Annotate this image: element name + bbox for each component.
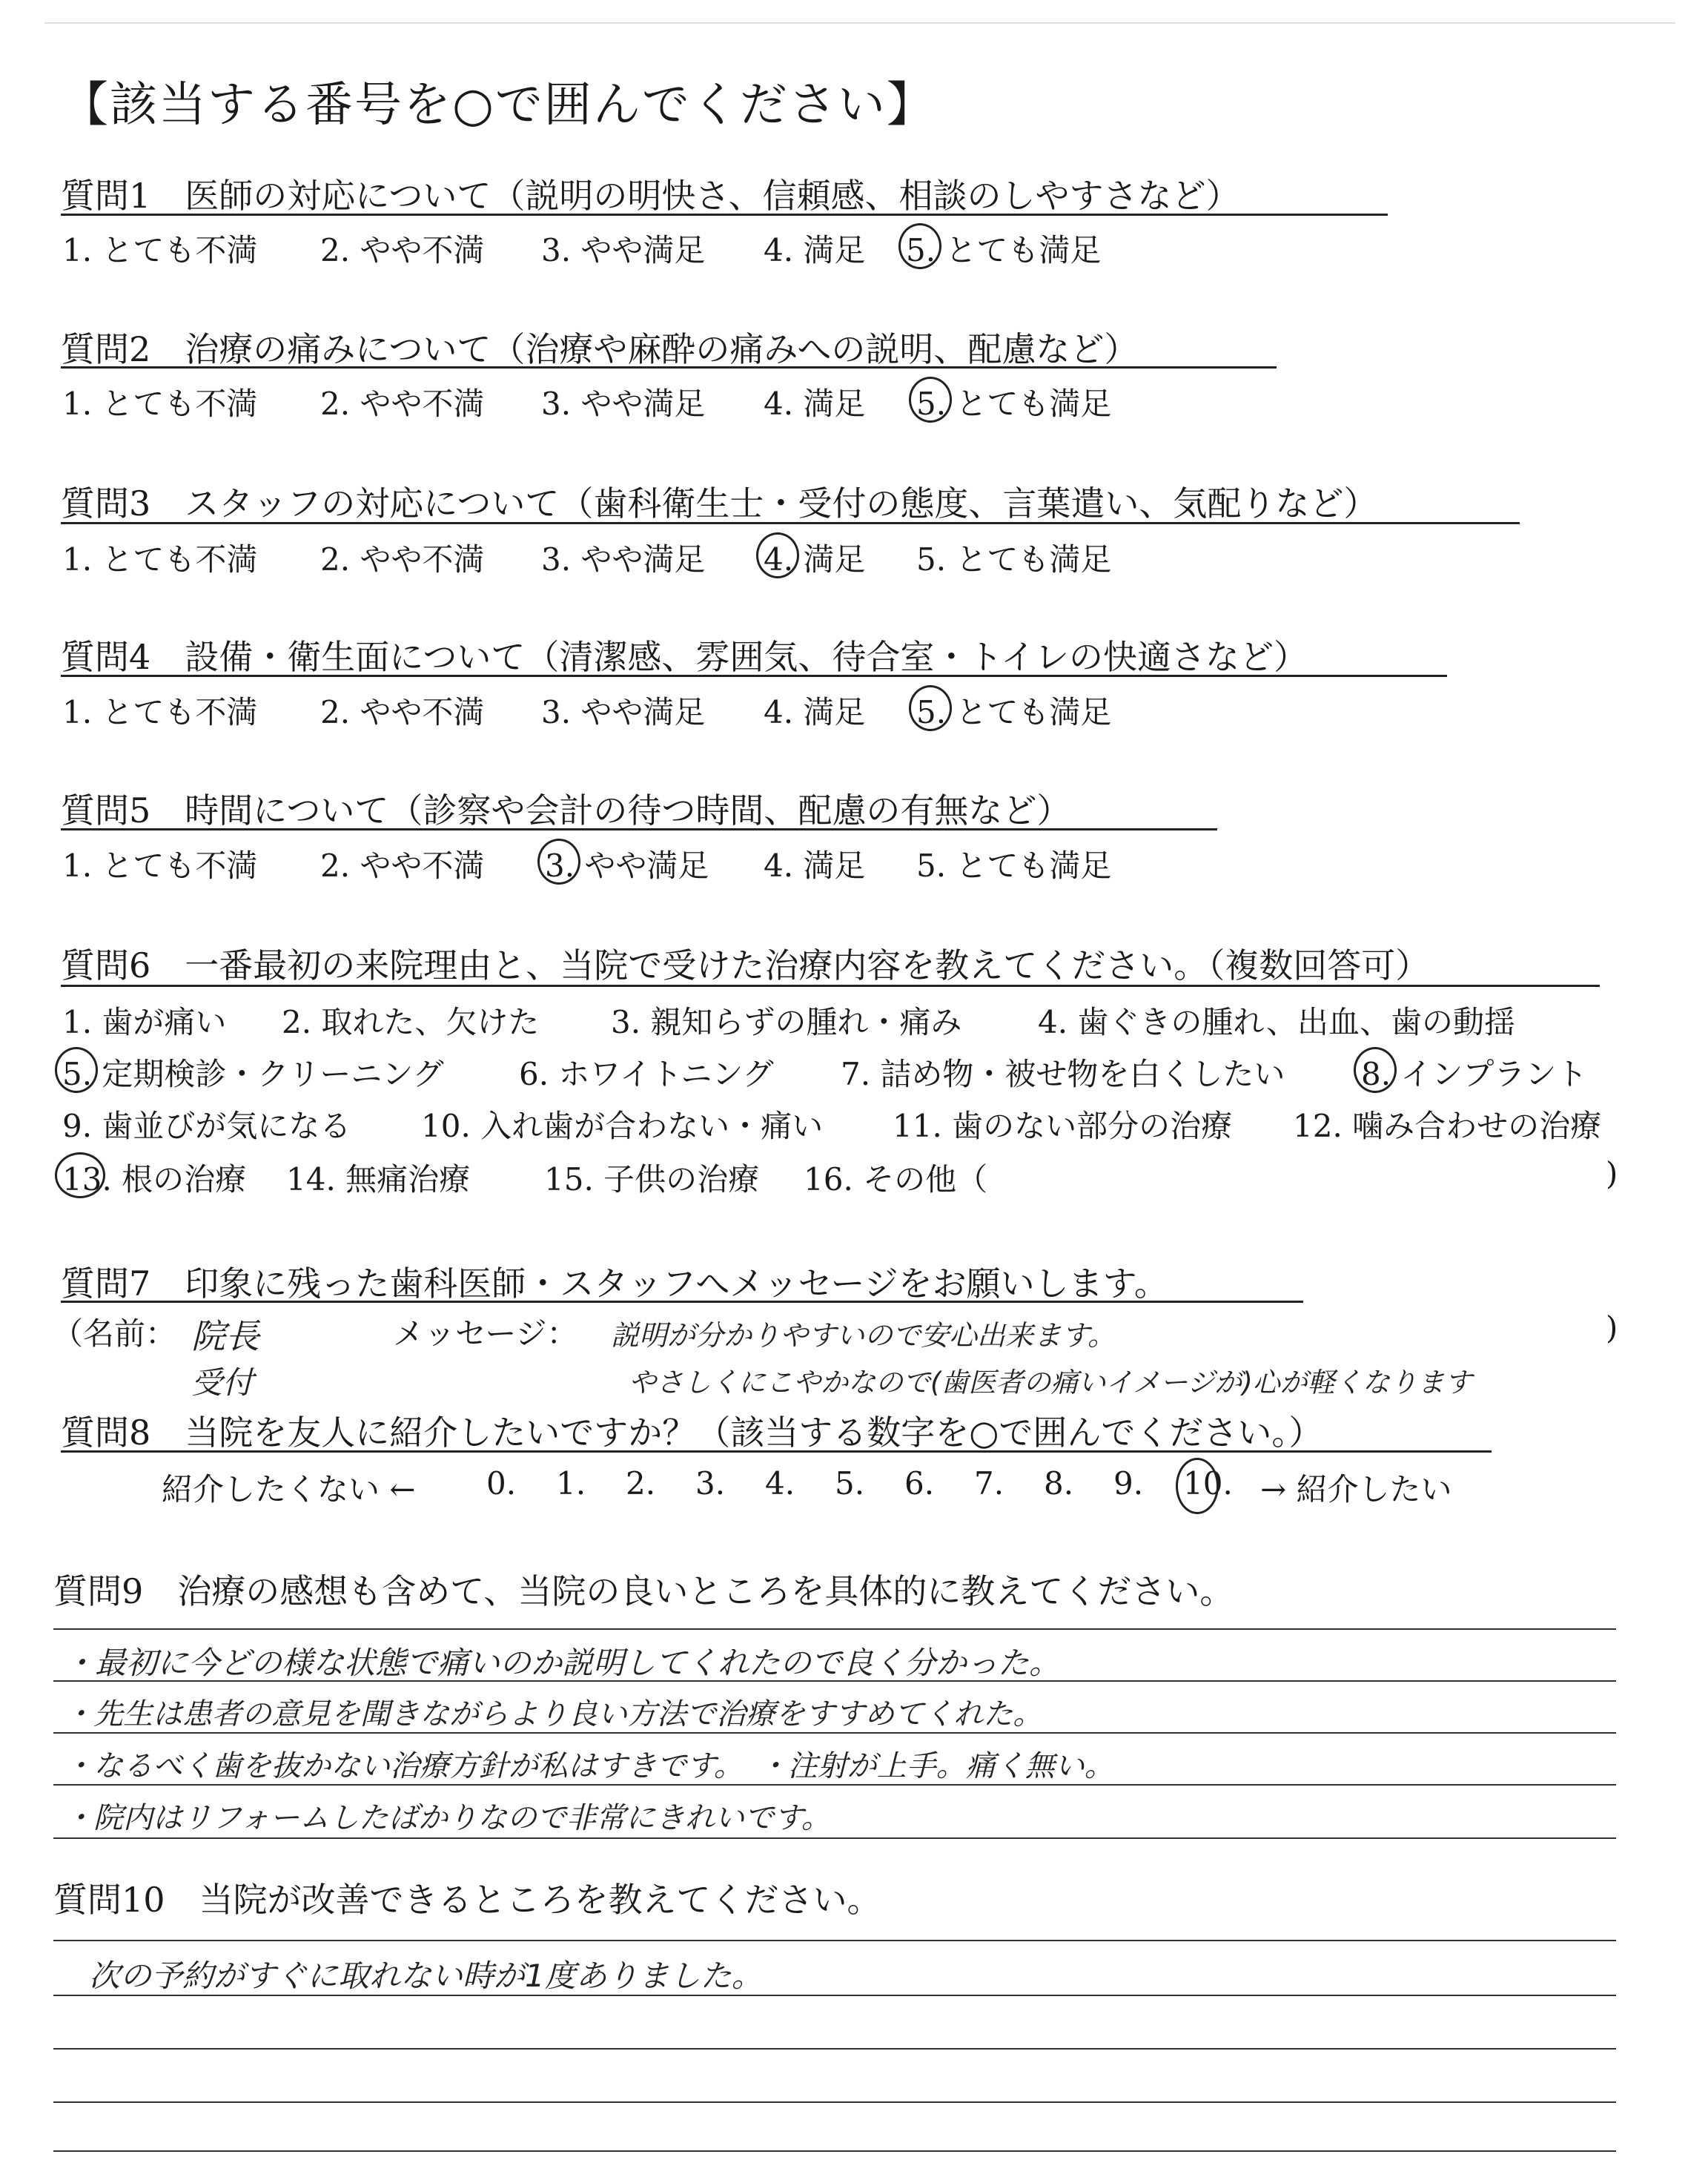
q6-option-6[interactable]: 6. ホワイトニング: [519, 1056, 774, 1092]
q5-option-3[interactable]: 3. やや満足: [545, 848, 709, 884]
q6-selected-circle-5: [55, 1047, 98, 1093]
q4-option-2[interactable]: 2. やや不満: [320, 694, 485, 730]
q1-title: 質問1 医師の対応について（説明の明快さ、信頼感、相談のしやすさなど）: [61, 176, 1240, 216]
q7-message-2[interactable]: やさしくにこやかなので(歯医者の痛いイメージが)心が軽くなります: [629, 1367, 1472, 1398]
q7-close-paren: ): [1606, 1309, 1618, 1346]
top-edge-line: [44, 22, 1675, 24]
q2-option-1[interactable]: 1. とても不満: [62, 386, 258, 422]
q9-line-3: [53, 1784, 1616, 1786]
q8-underline: [61, 1450, 1492, 1453]
q1-underline: [61, 214, 1388, 216]
q10-title: 質問10 当院が改善できるところを教えてください。: [53, 1880, 881, 1920]
q2-underline: [61, 366, 1277, 369]
q9-answer-2[interactable]: ・先生は患者の意見を聞きながらより良い方法で治療をすすめてくれた。: [64, 1697, 1043, 1731]
q9-title: 質問9 治療の感想も含めて、当院の良いところを具体的に教えてください。: [53, 1571, 1234, 1611]
q8-scale-5[interactable]: 5.: [835, 1465, 865, 1502]
q10-line-4: [53, 2150, 1616, 2152]
q3-option-2[interactable]: 2. やや不満: [320, 541, 485, 578]
q10-line-3: [53, 2101, 1616, 2103]
q7-message-1[interactable]: 説明が分かりやすいので安心出来ます。: [611, 1319, 1116, 1352]
q6-option-12[interactable]: 12. 噛み合わせの治療: [1293, 1108, 1602, 1144]
q3-underline: [61, 522, 1520, 524]
q1-option-2[interactable]: 2. やや不満: [320, 232, 485, 268]
q10-line-1: [53, 1995, 1616, 1996]
q6-option-14[interactable]: 14. 無痛治療: [286, 1161, 471, 1198]
q2-option-2[interactable]: 2. やや不満: [320, 386, 485, 422]
q6-selected-circle-13: [55, 1152, 105, 1198]
q7-message-label: メッセージ：: [393, 1315, 578, 1352]
q8-scale-4[interactable]: 4.: [765, 1465, 795, 1502]
q10-answer-1[interactable]: 次の予約がすぐに取れない時が1度ありました。: [89, 1958, 763, 1994]
q5-option-5[interactable]: 5. とても満足: [916, 848, 1112, 884]
q3-option-4[interactable]: 4. 満足: [764, 541, 866, 578]
q8-scale-0[interactable]: 0.: [486, 1465, 517, 1502]
q8-scale-3[interactable]: 3.: [695, 1465, 726, 1502]
q9-line-0: [53, 1628, 1616, 1630]
q4-title: 質問4 設備・衛生面について（清潔感、雰囲気、待合室・トイレの快適さなど）: [61, 637, 1308, 677]
q3-option-5[interactable]: 5. とても満足: [916, 541, 1112, 578]
q5-option-4[interactable]: 4. 満足: [764, 848, 866, 884]
q6-option-16[interactable]: 16. その他（: [804, 1161, 988, 1198]
q5-underline: [61, 828, 1217, 830]
q9-answer-4[interactable]: ・院内はリフォームしたばかりなので非常にきれいです。: [64, 1801, 831, 1835]
q8-left-label: 紹介したくない ←: [162, 1471, 416, 1507]
q8-scale-9[interactable]: 9.: [1113, 1465, 1144, 1502]
q1-option-5[interactable]: 5. とても満足: [906, 232, 1102, 268]
q6-option-4[interactable]: 4. 歯ぐきの腫れ、出血、歯の動揺: [1038, 1004, 1515, 1040]
q7-underline: [61, 1301, 1303, 1303]
q3-selected-circle: [756, 532, 799, 578]
q6-title: 質問6 一番最初の来院理由と、当院で受けた治療内容を教えてください。（複数回答可）: [61, 945, 1430, 985]
q6-other-close-paren: ): [1606, 1155, 1618, 1192]
q8-scale-6[interactable]: 6.: [904, 1465, 935, 1502]
q4-selected-circle: [909, 685, 952, 731]
q8-scale-7[interactable]: 7.: [974, 1465, 1004, 1502]
q4-option-5[interactable]: 5. とても満足: [916, 694, 1112, 730]
q5-selected-circle: [537, 839, 580, 885]
q6-selected-circle-8: [1354, 1047, 1397, 1093]
q6-option-1[interactable]: 1. 歯が痛い: [62, 1004, 227, 1040]
q10-line-2: [53, 2048, 1616, 2050]
q9-answer-1[interactable]: ・最初に今どの様な状態で痛いのか説明してくれたので良く分かった。: [64, 1645, 1061, 1681]
q8-selected-circle: [1176, 1458, 1219, 1514]
q9-line-4: [53, 1837, 1616, 1839]
q3-option-3[interactable]: 3. やや満足: [541, 541, 706, 578]
q6-option-13[interactable]: 13. 根の治療: [62, 1161, 247, 1198]
q7-title: 質問7 印象に残った歯科医師・スタッフへメッセージをお願いします。: [61, 1264, 1168, 1304]
q10-line-0: [53, 1940, 1616, 1941]
q2-selected-circle: [909, 377, 952, 423]
q5-option-1[interactable]: 1. とても不満: [62, 848, 258, 884]
q2-option-5[interactable]: 5. とても満足: [916, 386, 1112, 422]
q6-option-7[interactable]: 7. 詰め物・被せ物を白くしたい: [841, 1056, 1285, 1092]
q6-option-9[interactable]: 9. 歯並びが気になる: [62, 1108, 351, 1144]
q7-name-label: （名前：: [52, 1315, 177, 1352]
q2-title: 質問2 治療の痛みについて（治療や麻酔の痛みへの説明、配慮など）: [61, 329, 1139, 369]
q7-name-1[interactable]: 院長: [191, 1316, 259, 1356]
q4-option-4[interactable]: 4. 満足: [764, 694, 866, 730]
q8-title: 質問8 当院を友人に紹介したいですか？（該当する数字を○で囲んでください。）: [61, 1413, 1323, 1453]
q4-underline: [61, 675, 1447, 677]
q6-underline: [61, 985, 1600, 987]
q5-title: 質問5 時間について（診察や会計の待つ時間、配慮の有無など）: [61, 790, 1071, 830]
q1-selected-circle: [898, 223, 941, 269]
q6-option-8[interactable]: 8. インプラント: [1361, 1056, 1588, 1092]
page-header: 【該当する番号を○で囲んでください】: [61, 78, 936, 133]
q6-option-3[interactable]: 3. 親知らずの腫れ・痛み: [611, 1004, 962, 1040]
q3-title: 質問3 スタッフの対応について（歯科衛生士・受付の態度、言葉遣い、気配りなど）: [61, 483, 1378, 524]
q6-option-5[interactable]: 5. 定期検診・クリーニング: [62, 1056, 444, 1092]
q4-option-3[interactable]: 3. やや満足: [541, 694, 706, 730]
q6-option-2[interactable]: 2. 取れた、欠けた: [282, 1004, 540, 1040]
q5-option-2[interactable]: 2. やや不満: [320, 848, 485, 884]
q8-scale-8[interactable]: 8.: [1044, 1465, 1074, 1502]
q9-line-2: [53, 1732, 1616, 1734]
q9-line-1: [53, 1680, 1616, 1682]
q1-option-3[interactable]: 3. やや満足: [541, 232, 706, 268]
q8-scale-2[interactable]: 2.: [626, 1465, 656, 1502]
q8-right-label: → 紹介したい: [1260, 1471, 1452, 1507]
q8-scale-1[interactable]: 1.: [556, 1465, 586, 1502]
q1-option-1[interactable]: 1. とても不満: [62, 232, 258, 268]
q4-option-1[interactable]: 1. とても不満: [62, 694, 258, 730]
q3-option-1[interactable]: 1. とても不満: [62, 541, 258, 578]
q6-option-10[interactable]: 10. 入れ歯が合わない・痛い: [421, 1108, 824, 1144]
q6-option-11[interactable]: 11. 歯のない部分の治療: [893, 1108, 1233, 1144]
q9-answer-3[interactable]: ・なるべく歯を抜かない治療方針が私はすきです。 ・注射が上手。痛く無い。: [64, 1749, 1114, 1783]
q2-option-3[interactable]: 3. やや満足: [541, 386, 706, 422]
q7-name-2[interactable]: 受付: [191, 1364, 254, 1401]
q2-option-4[interactable]: 4. 満足: [764, 386, 866, 422]
q8-scale-10[interactable]: 10.: [1183, 1465, 1233, 1502]
q1-option-4[interactable]: 4. 満足: [764, 232, 866, 268]
q6-option-15[interactable]: 15. 子供の治療: [544, 1161, 760, 1198]
